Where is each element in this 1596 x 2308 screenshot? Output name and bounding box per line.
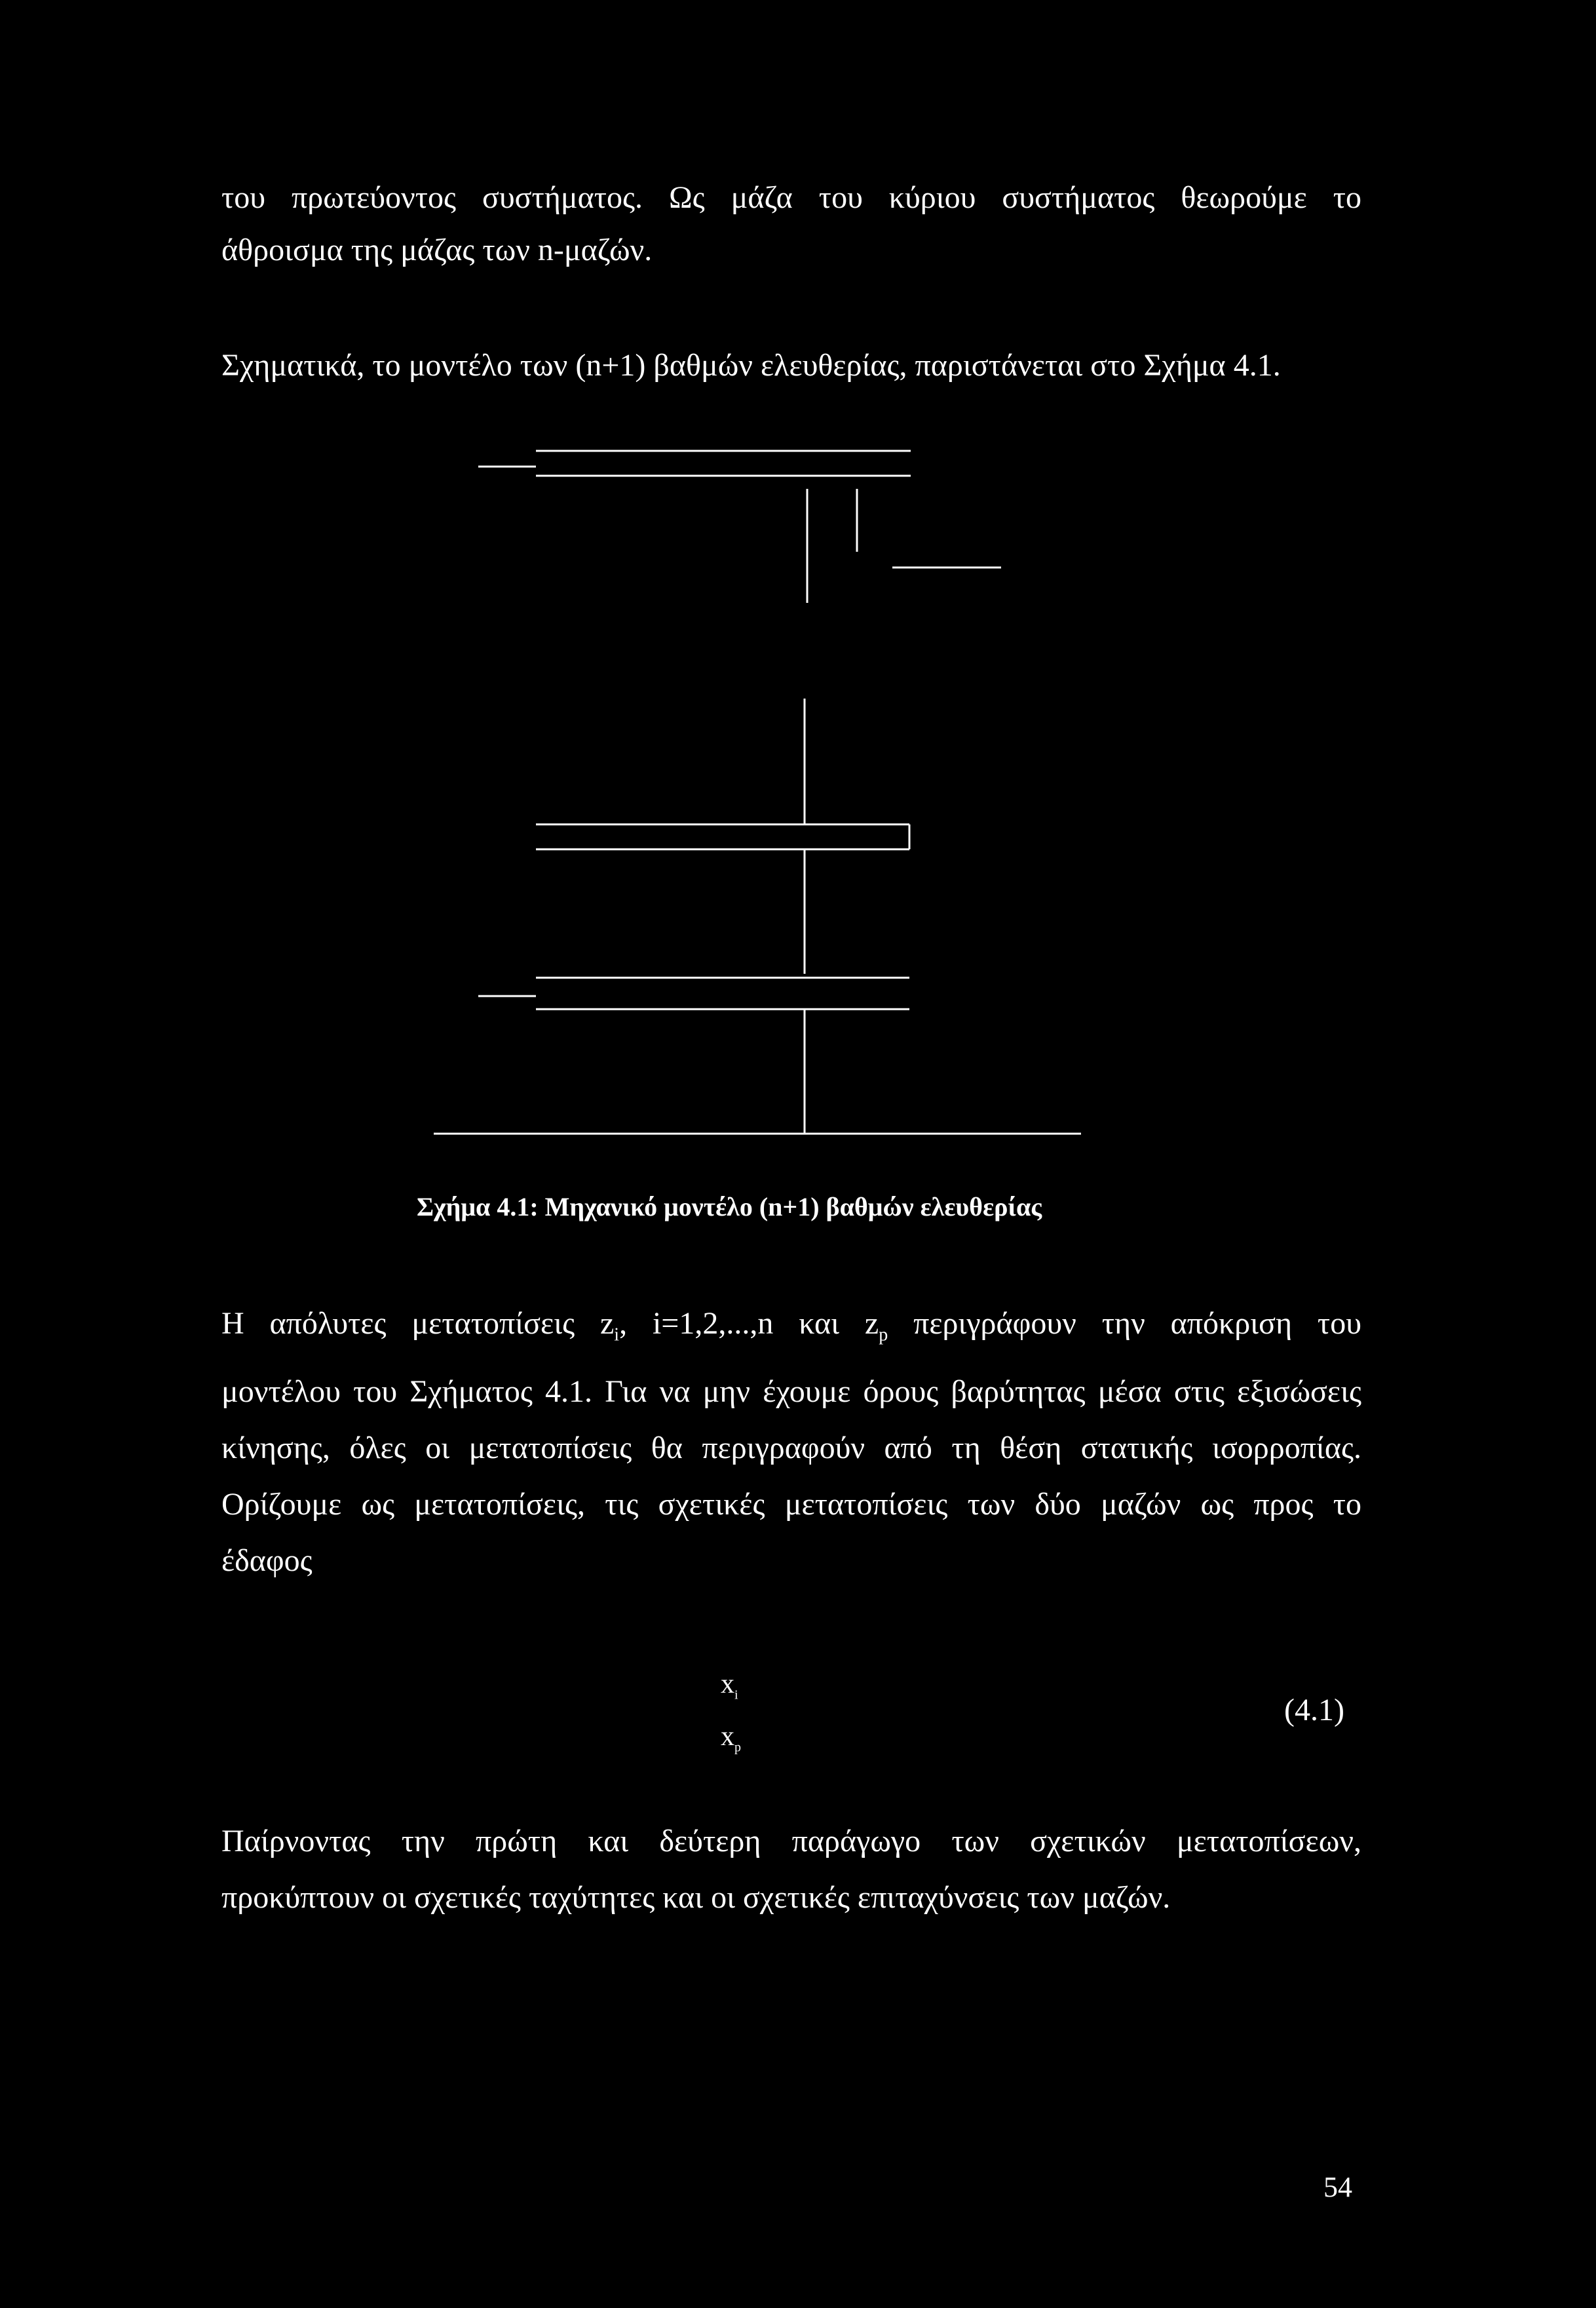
paragraph-1-line-1: του πρωτεύοντος συστήματος. Ως μάζα του κύριου συστήματος θεωρούμε το — [221, 180, 1361, 215]
paragraph-1-line-2: άθροισμα της μάζας των n-μαζών. — [221, 233, 653, 267]
paragraph-4-line-2: προκύπτουν οι σχετικές ταχύτητες και οι σχετικές επιταχύνσεις των μαζών. — [221, 1880, 1171, 1915]
subscript-p: p — [879, 1324, 888, 1345]
paragraph-3-line-1 — [221, 1304, 1361, 1343]
page-number: 54 — [1323, 2171, 1352, 2203]
equation-number: (4.1) — [1284, 1693, 1344, 1727]
paragraph-2-line-1: Σχηματικά, το μοντέλο των (n+1) βαθμών ελευθερίας, παριστάνεται στο Σχήμα 4.1. — [221, 348, 1281, 383]
paragraph-3-line-5: έδαφος — [221, 1543, 313, 1578]
paragraph-4-line-1: Παίρνοντας την πρώτη και δεύτερη παράγωγο των σχετικών μετατοπίσεων, — [221, 1824, 1361, 1858]
equation-var-x-i: $x_i$ — [721, 1669, 738, 1702]
paragraph-3-line-2: μοντέλου του Σχήματος 4.1. Για να μην έχουμε όρους βαρύτητας μέσα στις εξισώσεις — [221, 1374, 1361, 1409]
displacement-text-b: , i=1,2,...,n και z — [619, 1306, 879, 1341]
paragraph-3-line-4: Ορίζουμε ως μετατοπίσεις, τις σχετικές μετατοπίσεις των δύο μαζών ως προς το — [221, 1487, 1361, 1522]
subscript-i: i — [614, 1324, 620, 1345]
displacement-text-a: Η απόλυτες μετατοπίσεις z — [221, 1306, 615, 1341]
displacement-text-c: περιγράφουν την απόκριση του — [888, 1306, 1361, 1341]
equation-var-x-p: $x_p$ — [721, 1721, 741, 1755]
paragraph-3-line-3: κίνησης, όλες οι μετατοπίσεις θα περιγραφούν από τη θέση στατικής ισορροπίας. — [221, 1431, 1361, 1465]
figure-caption: Σχήμα 4.1: Μηχανικό μοντέλο (n+1) βαθμών ελευθερίας — [417, 1192, 1042, 1221]
